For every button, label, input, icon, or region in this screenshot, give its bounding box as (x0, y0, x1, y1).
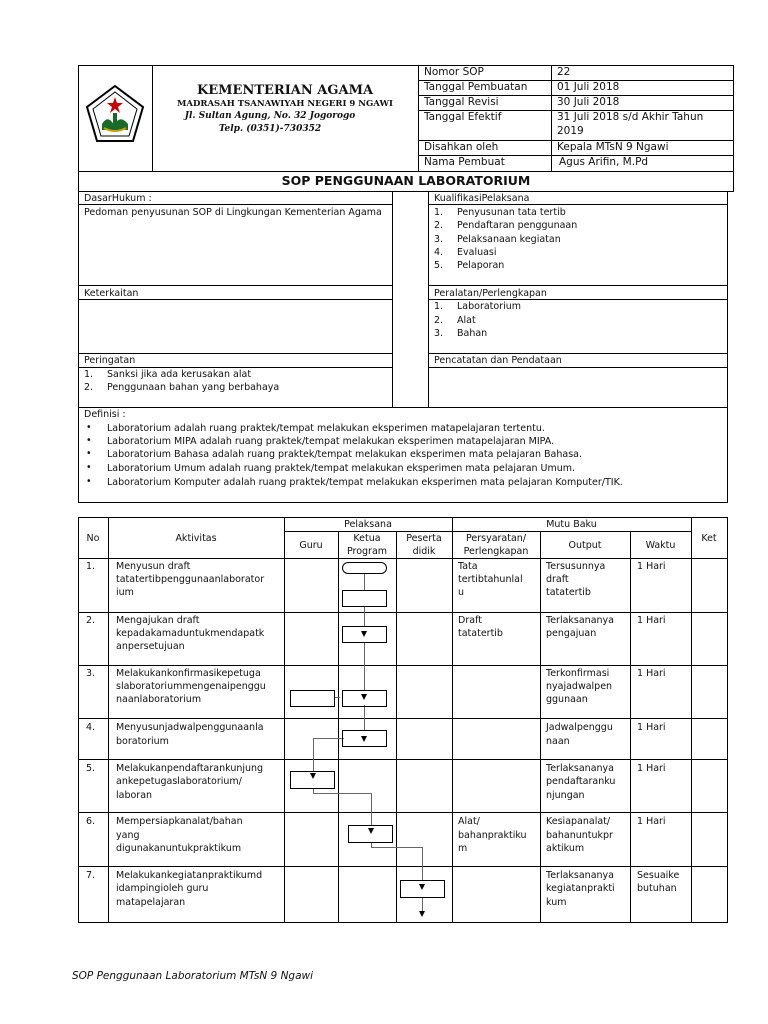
list-item: Pelaporan (457, 260, 505, 271)
list-item: Laboratorium Bahasa adalah ruang praktek/tempat melakukan eksperimen mata pelajaran Bahasa. (107, 449, 582, 460)
keterkaitan-label: Keterkaitan (84, 288, 139, 299)
meta-label: Tanggal Efektif (424, 111, 502, 123)
col-header-persyaratan: Persyaratan/ (465, 533, 527, 544)
col-header-waktu: Waktu (645, 540, 676, 551)
list-item: Pelaksanaan kegiatan (457, 234, 561, 245)
process-box (290, 690, 335, 707)
list-item: Bahan (457, 328, 488, 339)
peringatan-label: Peringatan (84, 355, 136, 366)
meta-label: Tanggal Revisi (424, 96, 499, 108)
pencatatan-label: Pencatatan dan Pendataan (434, 355, 562, 366)
list-item: Laboratorium adalah ruang praktek/tempat melakukan eksperimen matapelajaran tertentu. (107, 423, 545, 434)
col-header-persyaratan: Perlengkapan (463, 546, 529, 557)
list-item: Alat (457, 315, 476, 326)
school-address: Jl. Sultan Agung, No. 32 Jogorogo (184, 111, 356, 121)
list-item: Sanksi jika ada kerusakan alat (107, 369, 252, 380)
col-header-ket: Ket (701, 533, 717, 544)
start-terminator (342, 562, 387, 574)
list-item: Laboratorium Komputer adalah ruang praktek/tempat melakukan eksperimen mata pelajaran Komputer/TIK. (107, 477, 623, 488)
ministry-name: KEMENTERIAN AGAMA (196, 83, 374, 98)
col-header-aktivitas: Aktivitas (175, 533, 217, 544)
col-header-no: No (86, 533, 100, 544)
dasar-hukum-text: Pedoman penyusunan SOP di Lingkungan Kementerian Agama (84, 207, 382, 218)
process-box (342, 590, 387, 607)
list-item: Penggunaan bahan yang berbahaya (107, 382, 280, 393)
page-title: SOP PENGGUNAAN LABORATORIUM (281, 173, 531, 188)
col-header-ketua: Ketua (353, 533, 381, 544)
list-item: Pendaftaran penggunaan (457, 220, 578, 231)
col-header-pelaksana: Pelaksana (344, 519, 392, 530)
list-item: Penyusunan tata tertib (457, 207, 566, 218)
dasar-hukum-label: DasarHukum : (84, 193, 152, 204)
meta-label: Tanggal Pembuatan (424, 81, 528, 93)
list-item: Evaluasi (457, 247, 497, 258)
meta-value: Agus Arifin, M.Pd (559, 156, 649, 168)
meta-label: Nomor SOP (424, 66, 484, 78)
meta-value: 31 Juli 2018 s/d Akhir Tahun (557, 111, 704, 123)
meta-label: Nama Pembuat (424, 156, 505, 168)
col-header-peserta: Peserta (406, 533, 442, 544)
col-header-guru: Guru (299, 540, 323, 551)
meta-value: 30 Juli 2018 (557, 96, 620, 108)
list-item: Laboratorium (457, 301, 522, 312)
kemenag-logo (84, 84, 146, 146)
col-header-peserta: didik (412, 546, 436, 557)
col-header-output: Output (568, 540, 602, 551)
meta-value: 2019 (557, 125, 584, 137)
meta-value: 01 Juli 2018 (557, 81, 620, 93)
col-header-mutu-baku: Mutu Baku (546, 519, 597, 530)
meta-value: 22 (557, 66, 571, 78)
col-header-ketua: Program (346, 546, 388, 557)
footer-caption: SOP Penggunaan Laboratorium MTsN 9 Ngawi (72, 970, 314, 982)
list-item: Laboratorium Umum adalah ruang praktek/tempat melakukan eksperimen mata pelajaran Umum. (107, 463, 576, 474)
school-name: MADRASAH TSANAWIYAH NEGERI 9 NGAWI (177, 99, 393, 109)
list-item: Laboratorium MIPA adalah ruang praktek/tempat melakukan eksperimen matapelajaran MIPA. (107, 436, 555, 447)
meta-value: Kepala MTsN 9 Ngawi (557, 141, 669, 153)
meta-label: Disahkan oleh (424, 141, 499, 153)
process-box (342, 626, 387, 643)
school-phone: Telp. (0351)-730352 (218, 124, 322, 134)
peralatan-label: Peralatan/Perlengkapan (434, 288, 547, 299)
kualifikasi-label: KualifikasiPelaksana (434, 193, 530, 204)
definisi-label: Definisi : (84, 409, 126, 420)
